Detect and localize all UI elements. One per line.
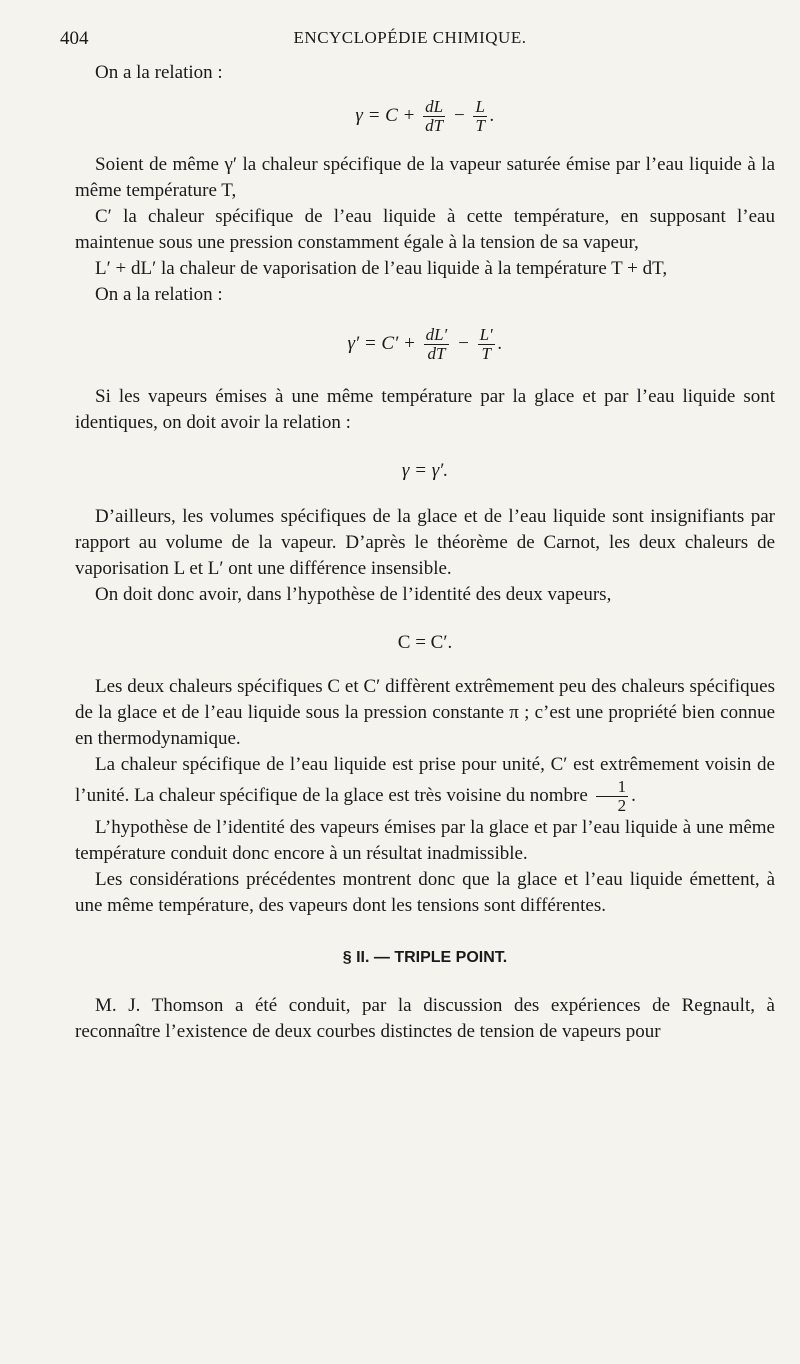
fraction-denominator: 2: [617, 796, 627, 815]
fraction: [424, 326, 450, 363]
paragraph: On a la relation :: [95, 284, 223, 305]
page-number: 404: [60, 28, 89, 49]
equation: C = C′.: [397, 632, 453, 653]
fraction-denominator: dT: [427, 344, 446, 364]
paragraph: L’hypothèse de l’identité des vapeurs émises par la glace et par l’eau liquide à une même température conduit donc encore à un résultat inadmissible.: [75, 817, 775, 864]
paragraph: D’ailleurs, les volumes spécifiques de la glace et de l’eau liquide sont insignifiants par rapport au volume de la vapeur. D’après le théorème de Carnot, les deux chaleurs de vaporisation L et L′ ont une différence insensible.: [75, 506, 775, 579]
paragraph: Si les vapeurs émises à une même température par la glace et par l’eau liquide sont identiques, on doit avoir la relation :: [75, 386, 775, 433]
fraction-denominator: dT: [425, 116, 444, 136]
equation: [75, 308, 775, 380]
minus-sign: −: [452, 105, 466, 126]
fraction-numerator: 1: [596, 778, 629, 797]
equation-end: .: [497, 333, 503, 354]
fraction-denominator: T: [475, 116, 485, 136]
page-body: [75, 60, 775, 1045]
fraction: [473, 98, 486, 135]
paragraph: On doit donc avoir, dans l’hypothèse de l’identité des deux vapeurs,: [95, 584, 612, 605]
fraction-numerator: dL: [425, 97, 444, 117]
paragraph: Les considérations précédentes montrent donc que la glace et l’eau liquide émettent, à une même température, des vapeurs dont les tensions sont différentes.: [75, 869, 775, 916]
fraction-numerator: dL′: [425, 325, 448, 345]
equation-lhs: γ = C +: [355, 105, 416, 126]
paragraph: C′ la chaleur spécifique de l’eau liquide à cette température, en supposant l’eau maintenue sous une pression constamment égale à la tension de sa vapeur,: [75, 206, 775, 253]
fraction: [423, 98, 445, 135]
minus-sign: −: [457, 333, 470, 354]
section-heading: § II. — TRIPLE POINT.: [342, 949, 508, 966]
equation: γ = γ′.: [401, 460, 449, 481]
paragraph: Les deux chaleurs spécifiques C et C′ diffèrent extrêmement peu des chaleurs spécifiques de la glace et de l’eau liquide sous la pression constante π ; c’est une propriété bien connue en thermodynamique.: [75, 676, 775, 749]
fraction-denominator: T: [481, 344, 491, 364]
equation: [75, 86, 775, 146]
fraction-numerator: L′: [479, 325, 493, 345]
paragraph-end: .: [631, 784, 636, 806]
page-header: [60, 28, 760, 52]
paragraph: Soient de même γ′ la chaleur spécifique de la vapeur saturée émise par l’eau liquide à la même température T,: [75, 154, 775, 201]
equation-lhs: γ′ = C′ +: [347, 333, 416, 354]
fraction-numerator: L: [475, 97, 485, 117]
running-title: ENCYCLOPÉDIE CHIMIQUE.: [293, 28, 527, 47]
paragraph: On a la relation :: [95, 62, 223, 83]
paragraph: M. J. Thomson a été conduit, par la discussion des expériences de Regnault, à reconnaître l’existence de deux courbes distinctes de tension de vapeurs pour: [75, 995, 775, 1042]
fraction: [596, 778, 629, 815]
paragraph: [75, 752, 775, 815]
fraction: [478, 326, 495, 363]
paragraph-text: La chaleur spécifique de l’eau liquide est prise pour unité, C′ est extrêmement voisin de l’unité. La chaleur spécifique de la glace est très voisine du nombre: [75, 754, 775, 806]
paragraph: L′ + dL′ la chaleur de vaporisation de l’eau liquide à la température T + dT,: [95, 258, 668, 279]
equation-end: .: [489, 105, 495, 126]
